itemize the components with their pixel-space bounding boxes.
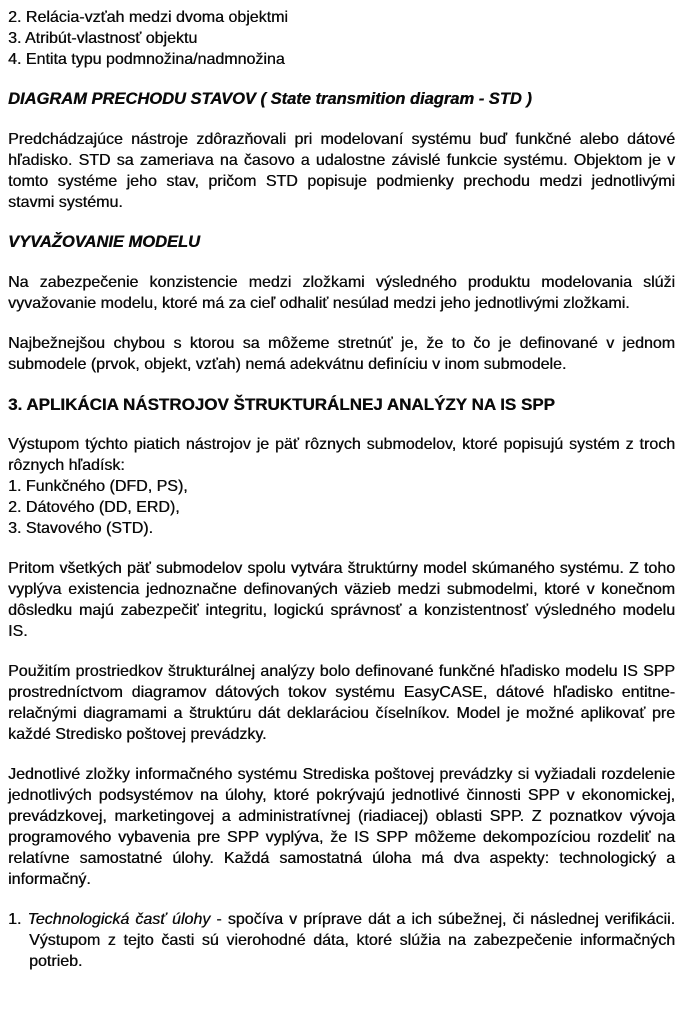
paragraph-pouzitim: Použitím prostriedkov štrukturálnej analýzy bolo definované funkčné hľadisko modelu IS SPP prostredníctvom diagramov dátových tokov systému EasyCASE, dátové hľadisko entitne-relačnými diagramami a štruktúru dát deklaráciou číselníkov. Model je možné aplikovať pre každé Stredisko poštovej prevádzky.: [8, 663, 675, 743]
list-item: 2. Dátového (DD, ERD),: [8, 499, 180, 516]
top-numbered-list: [8, 7, 675, 70]
paragraph-jednotlive: Jednotlivé zložky informačného systému Strediska poštovej prevádzky si vyžiadali rozdelenie jednotlivých podsystémov na úlohy, ktoré pokrývajú jednotlivé činnosti SPP v ekonomickej, prevádzkovej, marketingovej a administratívnej (riadiacej) oblasti SPP. Z poznatkov vývoja programového vybavenia pre SPP vyplýva, že IS SPP môžeme dekompozíciou rozdeliť na relatívne samostatné úlohy. Každá samostatná úloha má dva aspekty: technologický a informačný.: [8, 766, 675, 888]
section-heading-aplikacia: 3. APLIKÁCIA NÁSTROJOV ŠTRUKTURÁLNEJ ANALÝZY NA IS SPP: [8, 395, 555, 414]
numbered-item-technologicka: [8, 909, 675, 972]
list-item: 4. Entita typu podmnožina/nadmnožina: [8, 51, 285, 68]
list-item: 1. Funkčného (DFD, PS),: [8, 478, 188, 495]
item-number: 1.: [8, 911, 28, 928]
item-text: - spočíva v príprave dát a ich súbežnej, či následnej verifikácii. Výstupom z tejto časti sú vierohodné dáta, ktoré slúžia na zabezpečenie informačných potrieb.: [29, 911, 676, 970]
paragraph-pritom: Pritom všetkých päť submodelov spolu vytvára štruktúrny model skúmaného systému. Z toho vyplýva existencia jednoznačne definovaných väzieb medzi submodelmi, ktoré v konečnom dôsledku majú zabezpečiť integritu, logickú správnosť a konzistentnosť výsledného modelu IS.: [8, 560, 675, 640]
vystupom-block: [8, 434, 675, 539]
paragraph-vystupom-intro: Výstupom týchto piatich nástrojov je päť rôznych submodelov, ktoré popisujú systém z troch rôznych hľadísk:: [8, 436, 675, 474]
section-heading-vyvazovanie: VYVAŽOVANIE MODELU: [8, 233, 200, 251]
paragraph-vyvazovanie: Na zabezpečenie konzistencie medzi zložkami výsledného produktu modelovania slúži vyvažovanie modelu, ktoré má za cieľ odhaliť nesúlad medzi jeho jednotlivými zložkami.: [8, 274, 675, 312]
item-term-italic: Technologická časť úlohy: [27, 911, 211, 928]
section-heading-std: DIAGRAM PRECHODU STAVOV ( State transmition diagram - STD ): [8, 90, 532, 108]
list-item: 3. Atribút-vlastnosť objektu: [8, 30, 198, 47]
paragraph-chyba: Najbežnejšou chybou s ktorou sa môžeme stretnúť je, že to čo je definované v jednom submodele (prvok, objekt, vzťah) nemá adekvátnu definíciu v inom submodele.: [8, 335, 675, 373]
list-item: 3. Stavového (STD).: [8, 520, 153, 537]
paragraph-std: Predchádzajúce nástroje zdôrazňovali pri modelovaní systému buď funkčné alebo dátové hľadisko. STD sa zameriava na časovo a udalostne závislé funkcie systému. Objektom je v tomto systéme jeho stav, pričom STD popisuje podmienky prechodu medzi jednotlivými stavmi systému.: [8, 131, 675, 211]
list-item: 2. Relácia-vzťah medzi dvoma objektmi: [8, 9, 288, 26]
